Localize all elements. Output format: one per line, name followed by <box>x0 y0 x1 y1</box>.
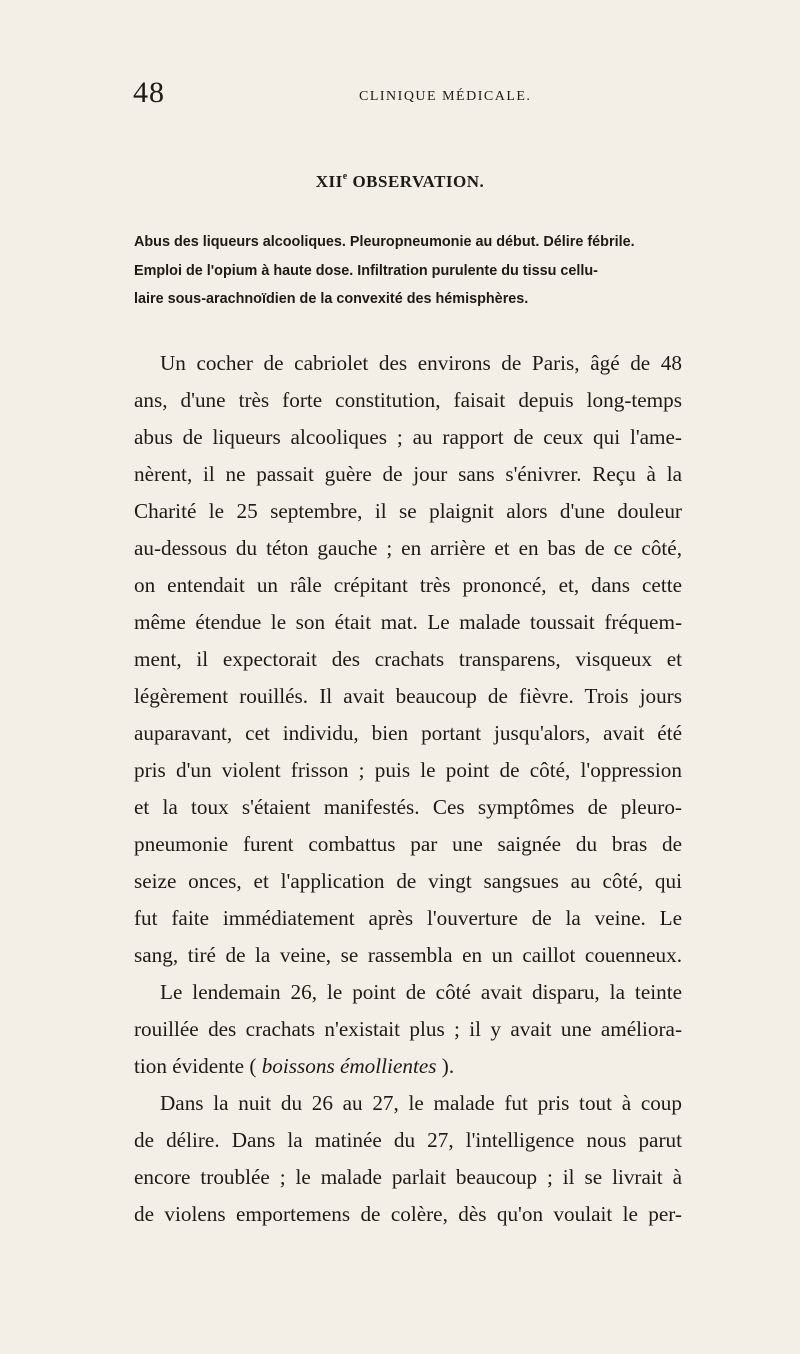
body-line: de délire. Dans la matinée du 27, l'intelligence nous parut <box>134 1128 682 1152</box>
body-line: pneumonie furent combattus par une saignée du bras de <box>134 832 682 856</box>
page-number: 48 <box>133 76 165 109</box>
body-line: Charité le 25 septembre, il se plaignit alors d'une douleur <box>134 499 682 523</box>
observation-summary <box>134 228 682 314</box>
body-line: au-dessous du téton gauche ; en arrière et en bas de ce côté, <box>134 536 682 560</box>
observation-number: XIIe <box>315 171 348 191</box>
body-line: légèrement rouillés. Il avait beaucoup de fièvre. Trois jours <box>134 684 682 708</box>
italic-phrase: boissons émollientes <box>261 1054 437 1078</box>
body-line: encore troublée ; le malade parlait beaucoup ; il se livrait à <box>134 1165 682 1189</box>
body-line: abus de liqueurs alcooliques ; au rapport de ceux qui l'ame- <box>134 425 682 449</box>
body-line: Dans la nuit du 26 au 27, le malade fut pris tout à coup <box>160 1091 682 1115</box>
body-line: pris d'un violent frisson ; puis le point de côté, l'oppression <box>134 758 682 782</box>
body-line: nèrent, il ne passait guère de jour sans s'énivrer. Reçu à la <box>134 462 682 486</box>
body-line: seize onces, et l'application de vingt sangsues au côté, qui <box>134 869 682 893</box>
summary-line: Emploi de l'opium à haute dose. Infiltration purulente du tissu cellu- <box>134 262 598 279</box>
observation-title <box>0 172 800 192</box>
observation-body <box>134 345 682 1233</box>
body-line: et la toux s'étaient manifestés. Ces symptômes de pleuro- <box>134 795 682 819</box>
running-head: CLINIQUE MÉDICALE. <box>359 89 532 104</box>
body-line-with-italic: tion évidente ( boissons émollientes ). <box>134 1054 455 1078</box>
body-line: on entendait un râle crépitant très prononcé, et, dans cette <box>134 573 682 597</box>
observation-label: OBSERVATION. <box>352 172 485 191</box>
body-line: même étendue le son était mat. Le malade toussait fréquem- <box>134 610 682 634</box>
page-header <box>133 76 693 116</box>
body-line: sang, tiré de la veine, se rassembla en un caillot couenneux. <box>134 943 682 967</box>
body-line: Un cocher de cabriolet des environs de Paris, âgé de 48 <box>160 351 682 375</box>
body-line: ment, il expectorait des crachats transparens, visqueux et <box>134 647 682 671</box>
body-line: fut faite immédiatement après l'ouverture de la veine. Le <box>134 906 682 930</box>
body-line: de violens emportemens de colère, dès qu'on voulait le per- <box>134 1202 682 1226</box>
body-line: ans, d'une très forte constitution, faisait depuis long-temps <box>134 388 682 412</box>
summary-line: Abus des liqueurs alcooliques. Pleuropneumonie au début. Délire fébrile. <box>134 234 635 250</box>
summary-line: laire sous-arachnoïdien de la convexité des hémisphères. <box>134 291 529 307</box>
body-line: auparavant, cet individu, bien portant jusqu'alors, avait été <box>134 721 682 745</box>
body-line: rouillée des crachats n'existait plus ; il y avait une améliora- <box>134 1017 682 1041</box>
body-line: Le lendemain 26, le point de côté avait disparu, la teinte <box>160 980 682 1004</box>
